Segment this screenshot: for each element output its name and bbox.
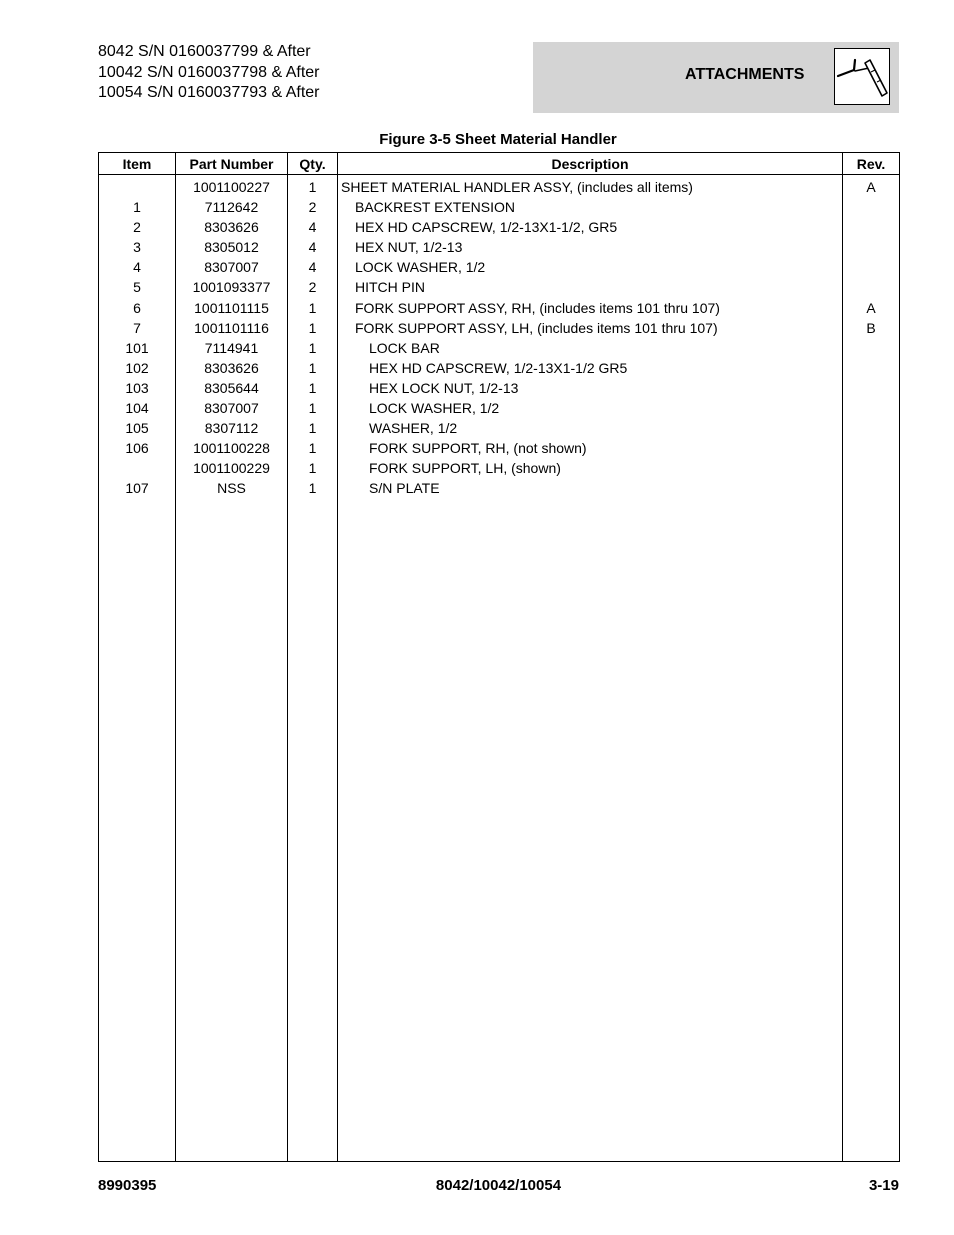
cell-item: 2: [99, 217, 176, 237]
cell-qty: 1: [288, 438, 338, 458]
cell-item: 107: [99, 478, 176, 498]
cell-description: SHEET MATERIAL HANDLER ASSY, (includes all items): [338, 175, 843, 198]
cell-description: S/N PLATE: [338, 478, 843, 498]
cell-description: LOCK WASHER, 1/2: [338, 398, 843, 418]
table-row: [99, 418, 900, 438]
cell-part-number: 8307007: [176, 398, 288, 418]
cell-rev: [843, 438, 900, 458]
cell-qty: 2: [288, 277, 338, 297]
cell-qty: 1: [288, 318, 338, 338]
parts-table-body: [99, 175, 900, 1162]
cell-qty: 4: [288, 217, 338, 237]
cell-description: HEX HD CAPSCREW, 1/2-13X1-1/2 GR5: [338, 358, 843, 378]
cell-item: 104: [99, 398, 176, 418]
cell-item: 105: [99, 418, 176, 438]
cell-item: 101: [99, 338, 176, 358]
cell-part-number: 1001093377: [176, 277, 288, 297]
cell-item: 3: [99, 237, 176, 257]
cell-rev: A: [843, 298, 900, 318]
cell-qty: 1: [288, 418, 338, 438]
serial-line: 8042 S/N 0160037799 & After: [98, 43, 311, 60]
cell-part-number: 7112642: [176, 197, 288, 217]
cell-description: FORK SUPPORT ASSY, RH, (includes items 101 thru 107): [338, 298, 843, 318]
cell-qty: 1: [288, 175, 338, 198]
table-row: [99, 338, 900, 358]
column-header-item: Item: [99, 153, 176, 175]
cell-rev: [843, 458, 900, 478]
table-row: [99, 438, 900, 458]
table-row: [99, 398, 900, 418]
cell-qty: 2: [288, 197, 338, 217]
column-header-part-number: Part Number: [176, 153, 288, 175]
cell-item: [99, 458, 176, 478]
cell-rev: [843, 237, 900, 257]
footer-manual-number: 8990395: [98, 1177, 157, 1194]
serial-number-block: [98, 42, 320, 104]
cell-qty: 4: [288, 237, 338, 257]
cell-description: LOCK WASHER, 1/2: [338, 257, 843, 277]
cell-part-number: 1001100227: [176, 175, 288, 198]
cell-rev: [843, 217, 900, 237]
cell-rev: A: [843, 175, 900, 198]
table-row: [99, 358, 900, 378]
cell-rev: [843, 338, 900, 358]
cell-rev: B: [843, 318, 900, 338]
cell-description: LOCK BAR: [338, 338, 843, 358]
cell-item: 6: [99, 298, 176, 318]
table-row: [99, 458, 900, 478]
table-row: [99, 318, 900, 338]
cell-item: 4: [99, 257, 176, 277]
table-header-row: [99, 153, 900, 175]
attachment-hook-icon-graphic: [835, 49, 889, 104]
table-row: [99, 478, 900, 498]
cell-rev: [843, 277, 900, 297]
cell-part-number: 8307112: [176, 418, 288, 438]
cell-part-number: 8303626: [176, 358, 288, 378]
section-header-box: [533, 42, 899, 113]
column-header-rev: Rev.: [843, 153, 900, 175]
cell-item: 102: [99, 358, 176, 378]
cell-qty: 1: [288, 478, 338, 498]
cell-description: HEX LOCK NUT, 1/2-13: [338, 378, 843, 398]
column-header-description: Description: [338, 153, 843, 175]
cell-qty: 4: [288, 257, 338, 277]
cell-part-number: 1001101116: [176, 318, 288, 338]
serial-line: 10054 S/N 0160037793 & After: [98, 84, 320, 101]
footer-models: 8042/10042/10054: [435, 1177, 562, 1194]
cell-part-number: NSS: [176, 478, 288, 498]
cell-part-number: 8305644: [176, 378, 288, 398]
table-row: [99, 175, 900, 198]
section-title: ATTACHMENTS: [685, 66, 805, 83]
table-row: [99, 217, 900, 237]
cell-rev: [843, 358, 900, 378]
cell-description: WASHER, 1/2: [338, 418, 843, 438]
cell-item: 103: [99, 378, 176, 398]
parts-table: [98, 152, 900, 1162]
cell-rev: [843, 378, 900, 398]
cell-rev: [843, 478, 900, 498]
table-row: [99, 257, 900, 277]
cell-item: 106: [99, 438, 176, 458]
cell-qty: 1: [288, 338, 338, 358]
cell-qty: 1: [288, 458, 338, 478]
table-row: [99, 298, 900, 318]
cell-rev: [843, 418, 900, 438]
attachment-hook-icon: [834, 48, 890, 105]
footer-page-number: 3-19: [868, 1177, 899, 1194]
cell-part-number: 1001100228: [176, 438, 288, 458]
cell-qty: 1: [288, 298, 338, 318]
cell-item: 5: [99, 277, 176, 297]
cell-qty: 1: [288, 378, 338, 398]
page-footer: [98, 1177, 899, 1197]
cell-part-number: 1001101115: [176, 298, 288, 318]
cell-item: 7: [99, 318, 176, 338]
cell-part-number: 7114941: [176, 338, 288, 358]
cell-part-number: 8305012: [176, 237, 288, 257]
table-row: [99, 378, 900, 398]
column-header-qty: Qty.: [288, 153, 338, 175]
table-row: [99, 197, 900, 217]
cell-description: HITCH PIN: [338, 277, 843, 297]
cell-part-number: 1001100229: [176, 458, 288, 478]
table-row: [99, 237, 900, 257]
cell-qty: 1: [288, 358, 338, 378]
figure-title: Figure 3-5 Sheet Material Handler: [379, 131, 617, 148]
cell-rev: [843, 197, 900, 217]
cell-description: HEX HD CAPSCREW, 1/2-13X1-1/2, GR5: [338, 217, 843, 237]
cell-item: 1: [99, 197, 176, 217]
cell-part-number: 8303626: [176, 217, 288, 237]
cell-description: BACKREST EXTENSION: [338, 197, 843, 217]
cell-rev: [843, 257, 900, 277]
cell-rev: [843, 398, 900, 418]
serial-line: 10042 S/N 0160037798 & After: [98, 63, 320, 81]
cell-qty: 1: [288, 398, 338, 418]
cell-part-number: 8307007: [176, 257, 288, 277]
cell-description: FORK SUPPORT, RH, (not shown): [338, 438, 843, 458]
cell-description: FORK SUPPORT ASSY, LH, (includes items 101 thru 107): [338, 318, 843, 338]
table-row: [99, 277, 900, 297]
table-filler-row: [99, 499, 900, 1162]
cell-description: HEX NUT, 1/2-13: [338, 237, 843, 257]
cell-description: FORK SUPPORT, LH, (shown): [338, 458, 843, 478]
cell-item: [99, 175, 176, 198]
